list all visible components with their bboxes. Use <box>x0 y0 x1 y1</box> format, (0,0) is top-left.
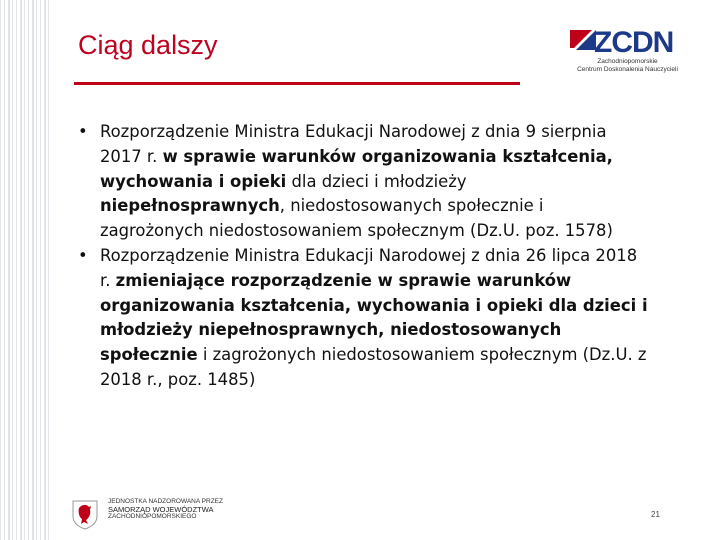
footer-line-3: ZACHODNIOPOMORSKIEGO <box>108 513 197 520</box>
bullet-item-1 <box>78 120 648 244</box>
bullet-2-part: Rozporządzenie Ministra Edukacji Narodowej z dnia 26 lipca 2018 r. <box>100 245 638 290</box>
bullet-1-text <box>100 122 613 240</box>
decorative-handwriting-strip <box>0 0 52 540</box>
bullet-item-2 <box>78 244 648 393</box>
logo-wordmark: ZCDN <box>594 26 674 59</box>
slide-title: Ciąg dalszy <box>78 30 218 60</box>
logo-subtitle-line2: Centrum Doskonalenia Nauczycieli <box>577 66 678 73</box>
bullet-dot-icon: • <box>78 245 88 265</box>
logo-mark-icon <box>570 28 596 52</box>
bullet-1-part: , niedostosowanych społecznie i zagrożonych niedostosowaniem społecznym (Dz.U. poz. 1578) <box>100 196 613 241</box>
zcdn-logo <box>570 28 685 76</box>
logo-subtitle-line1: Zachodniopomorskie <box>597 58 658 65</box>
bullet-1-part: dla dzieci i młodzieży <box>286 171 467 191</box>
slide-body <box>78 120 648 393</box>
bullet-1-bold: w sprawie warunków organizowania kształcenia, wychowania i opieki <box>100 146 613 191</box>
bullet-1-part: Rozporządzenie Ministra Edukacji Narodowej z dnia 9 sierpnia 2017 r. <box>100 122 607 166</box>
title-underline <box>74 82 520 85</box>
bullet-dot-icon: • <box>78 122 88 141</box>
griffin-crest-icon <box>70 498 100 530</box>
bullet-2-part: i zagrożonych niedostosowaniem społecznym (Dz.U. z 2018 r., poz. 1485) <box>100 345 647 389</box>
bullet-1-bold: niepełnosprawnych <box>100 196 280 216</box>
logo-subtitle <box>570 58 685 74</box>
page-number: 21 <box>651 510 660 519</box>
footer-caption <box>108 498 228 521</box>
footer-line-1: JEDNOSTKA NADZOROWANA PRZEZ <box>108 498 223 505</box>
bullet-2-bold: zmieniające rozporządzenie w sprawie warunków organizowania kształcenia, wychowania i opieki dla dzieci i młodzieży niepełnosprawnych, niedostosowanych społecznie <box>100 270 648 365</box>
footer-line-2: SAMORZĄD WOJEWÓDZTWA <box>108 504 214 514</box>
bullet-2-text <box>100 246 648 389</box>
